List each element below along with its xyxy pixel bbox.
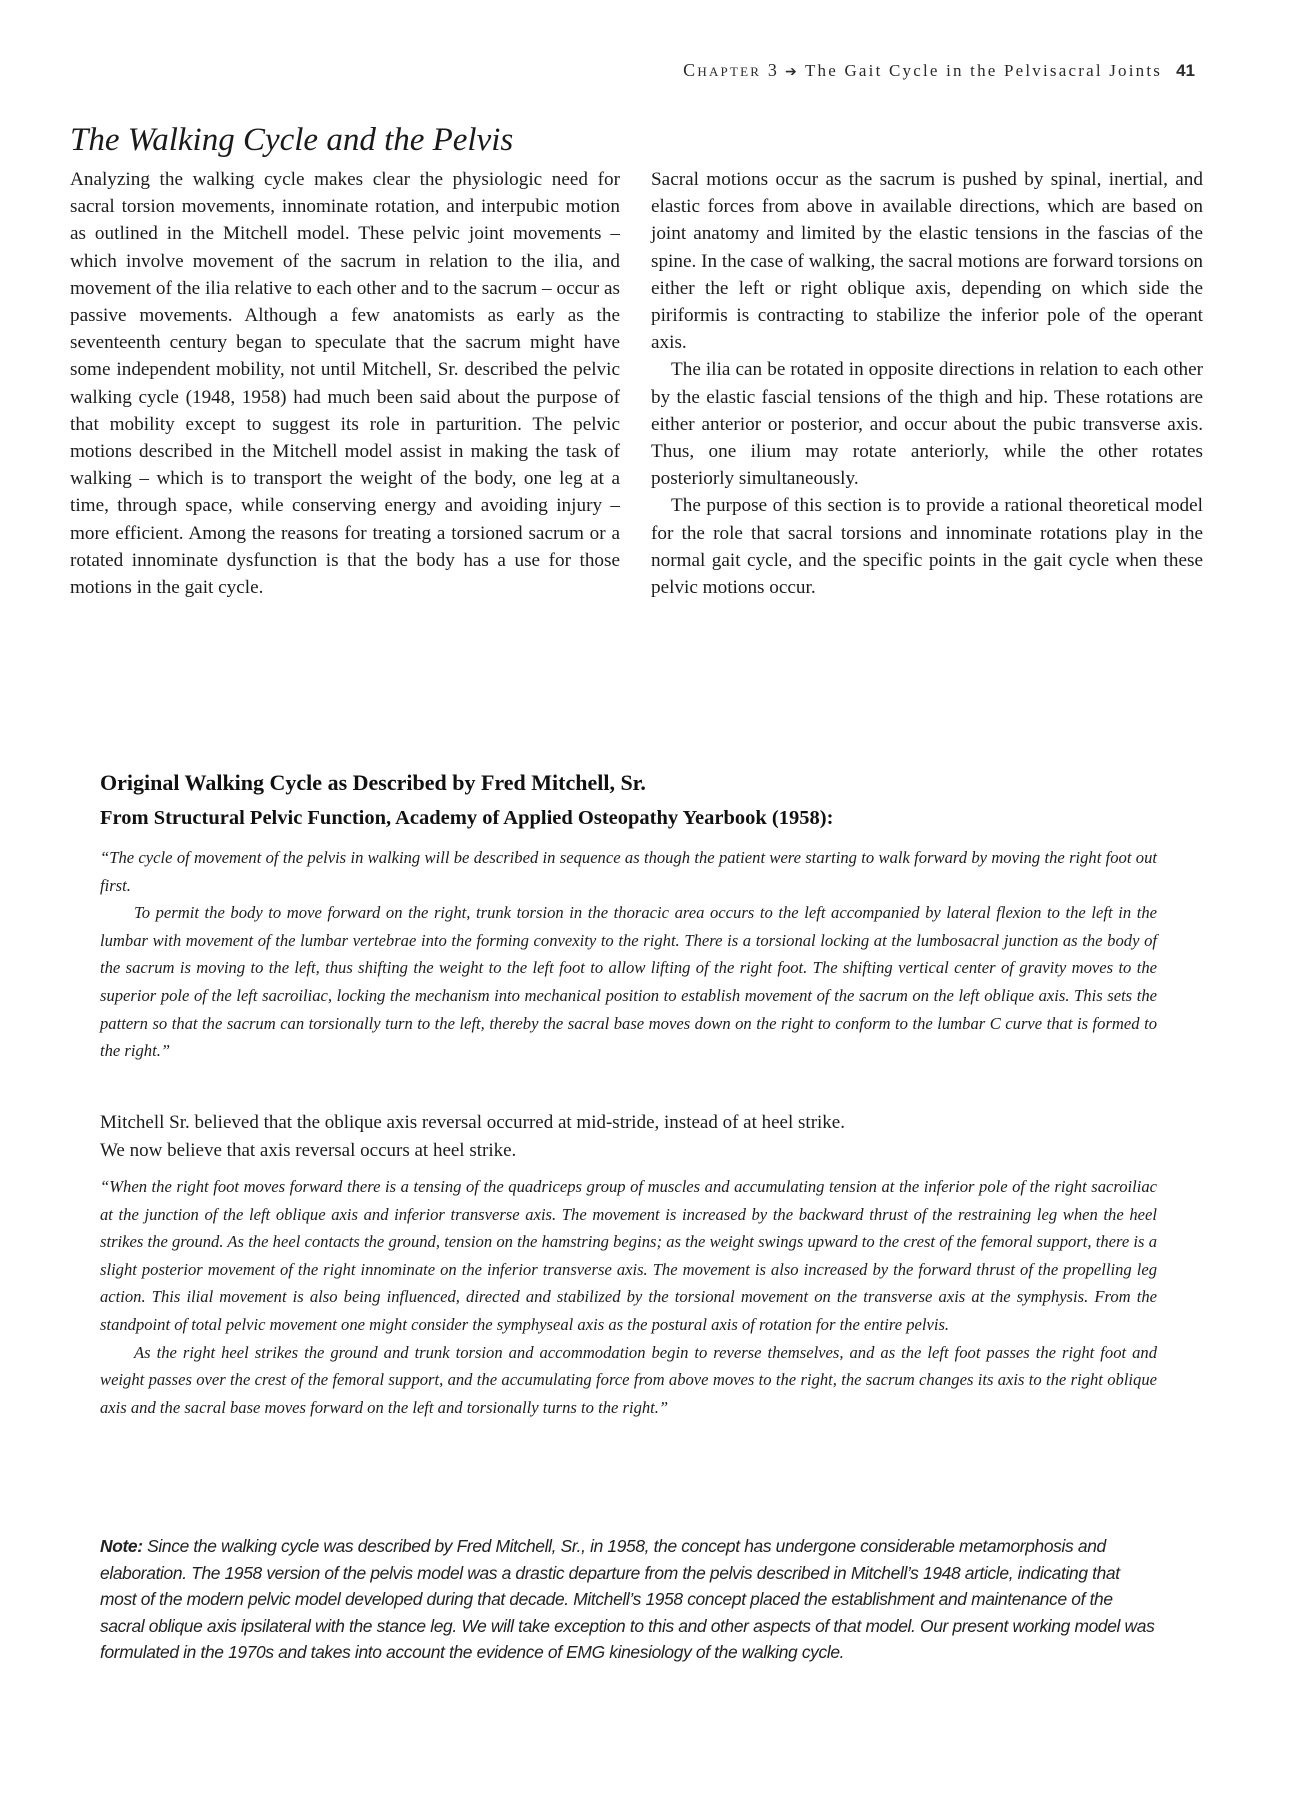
note-block bbox=[100, 1533, 1157, 1666]
quote-paragraph: As the right heel strikes the ground and trunk torsion and accommodation begin to reverse themselves, and as the left foot passes the right foot and weight passes over the crest of the femoral support, and the accumulating force from above moves to the right, the sacrum changes its axis to the right oblique axis and the sacral base moves forward on the left and torsionally turns to the right.” bbox=[100, 1342, 1157, 1417]
mitchell-quote-2 bbox=[100, 1173, 1157, 1421]
quote-paragraph: To permit the body to move forward on the right, trunk torsion in the thoracic area occurs to the left accompanied by lateral flexion to the left in the lumbar with movement of the lumbar vertebrae into the forming convexity to the right. There is a torsional locking at the lumbosacral junction as the body of the sacrum is moving to the left, thus shifting the weight to the left foot to allow lifting of the right foot. The shifting vertical center of gravity moves to the superior pole of the left sacroiliac, locking the mechanism into mechanical position to establish movement of the sacrum on the left oblique axis. This sets the pattern so that the sacrum can torsionally turn to the left, thereby the sacral base moves down on the right to conform to the lumbar C curve that is formed to the right.” bbox=[100, 903, 1157, 1061]
chapter-label: Chapter 3 bbox=[683, 60, 780, 80]
box-subtitle: From Structural Pelvic Function, Academy of Applied Osteopathy Yearbook (1958): bbox=[100, 807, 834, 829]
note-label: Note: bbox=[100, 1536, 143, 1556]
left-paragraph: Analyzing the walking cycle makes clear the physiologic need for sacral torsion movements, innominate rotation, and interpubic motion as outlined in the Mitchell model. These pelvic joint movements – which involve movement of the sacrum in relation to the ilia, and movement of the ilia relative to each other and to the sacrum – occur as passive movements. Although a few anatomists as early as the seventeenth century began to speculate that the sacrum might have some independent mobility, not until Mitchell, Sr. described the pelvic walking cycle (1948, 1958) had much been said about the purpose of that mobility except to suggest its role in parturition. The pelvic motions described in the Mitchell model assist in making the task of walking – which is to transport the weight of the body, one leg at a time, through space, while conserving energy and avoiding injury – more efficient. Among the reasons for treating a torsioned sacrum or a rotated innominate dysfunction is that the body has a use for those motions in the gait cycle. bbox=[70, 169, 620, 599]
arrow-icon: ➔ bbox=[785, 65, 799, 80]
section-title: The Walking Cycle and the Pelvis bbox=[70, 122, 514, 158]
commentary-line: We now believe that axis reversal occurs at heel strike. bbox=[100, 1140, 517, 1161]
mitchell-quote-1 bbox=[100, 844, 1157, 1065]
right-paragraph-3: The purpose of this section is to provide a rational theoretical model for the role that sacral torsions and innominate rotations play in the normal gait cycle, and the specific points in the gait cycle when these pelvic motions occur. bbox=[651, 495, 1203, 599]
right-column bbox=[651, 166, 1203, 601]
commentary-line: Mitchell Sr. believed that the oblique axis reversal occurred at mid-stride, instead of at heel strike. bbox=[100, 1112, 845, 1133]
box-title: Original Walking Cycle as Described by Fred Mitchell, Sr. bbox=[100, 770, 646, 795]
page-number: 41 bbox=[1176, 61, 1195, 80]
note-text: Since the walking cycle was described by Fred Mitchell, Sr., in 1958, the concept has undergone considerable metamorphosis and elaboration. The 1958 version of the pelvis model was a drastic departure from the pelvis described in Mitchell’s 1948 article, indicating that most of the modern pelvic model developed during that decade. Mitchell’s 1958 concept placed the establishment and maintenance of the sacral oblique axis ipsilateral with the stance leg. We will take exception to this and other aspects of that model. Our present working model was formulated in the 1970s and takes into account the evidence of EMG kinesiology of the walking cycle. bbox=[100, 1536, 1155, 1662]
right-paragraph-1: Sacral motions occur as the sacrum is pushed by spinal, inertial, and elastic forces from above in available directions, which are based on joint anatomy and limited by the elastic tensions in the fascias of the spine. In the case of walking, the sacral motions are forward torsions on either the left or right oblique axis, depending on which side the piriformis is contracting to stabilize the inferior pole of the operant axis. bbox=[651, 169, 1204, 354]
quote-paragraph: “The cycle of movement of the pelvis in walking will be described in sequence as though the patient were starting to walk forward by moving the right foot out first. bbox=[100, 848, 1157, 895]
quote-paragraph: “When the right foot moves forward there is a tensing of the quadriceps group of muscles and accumulating tension at the inferior pole of the right sacroiliac at the junction of the left oblique axis and inferior transverse axis. The movement is increased by the backward thrust of the restraining leg when the heel strikes the ground. As the heel contacts the ground, tension on the hamstring begins; as the weight swings upward to the crest of the femoral support, there is a slight posterior movement of the right innominate on the inferior transverse axis. The movement is also increased by the forward thrust of the propelling leg action. This ilial movement is also being influenced, directed and stabilized by the torsional movement on the transverse axis at the symphysis. From the standpoint of total pelvic movement one might consider the symphyseal axis as the postural axis of rotation for the entire pelvis. bbox=[100, 1177, 1157, 1334]
left-column bbox=[70, 166, 620, 601]
right-paragraph-2: The ilia can be rotated in opposite directions in relation to each other by the elastic fascial tensions of the thigh and hip. These rotations are either anterior or posterior, and occur about the pubic transverse axis. Thus, one ilium may rotate anteriorly, while the other rotates posteriorly simultaneously. bbox=[651, 359, 1203, 490]
running-header bbox=[0, 60, 1195, 81]
chapter-title: The Gait Cycle in the Pelvisacral Joints bbox=[804, 61, 1163, 80]
commentary bbox=[100, 1109, 1157, 1165]
